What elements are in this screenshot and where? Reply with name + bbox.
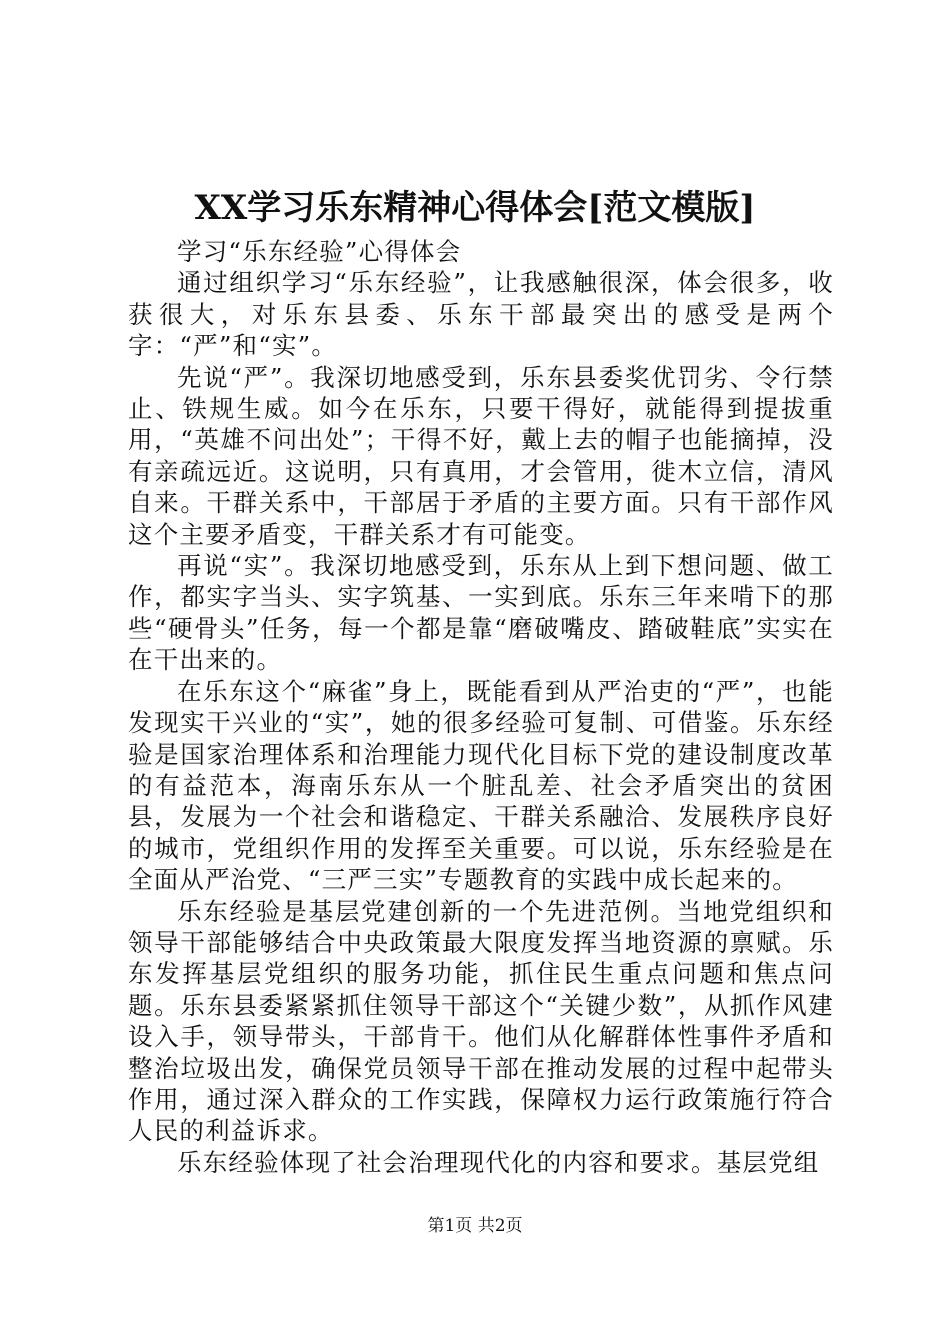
- document-body: [128, 236, 834, 1178]
- document-title: XX学习乐东精神心得体会[范文模版]: [194, 188, 756, 228]
- paragraph: 乐东经验体现了社会治理现代化的内容和要求。基层党组: [177, 1147, 820, 1177]
- paragraph: 在乐东这个“麻雀”身上，既能看到从严治吏的“严”，也能发现实干兴业的“实”，她的很多经验可复制、可借鉴。乐东经验是国家治理体系和治理能力现代化目标下党的建设制度改革的有益范本，海南乐东从一个脏乱差、社会矛盾突出的贫困县，发展为一个社会和谐稳定、干群关系融洽、发展秩序良好的城市，党组织作用的发挥至关重要。可以说，乐东经验是在全面从严治党、“三严三实”专题教育的实践中成长起来的。: [128, 676, 834, 895]
- paragraph: 通过组织学习“乐东经验”，让我感触很深，体会很多，收获很大，对乐东县委、乐东干部最突出的感受是两个字：“严”和“实”。: [128, 268, 834, 361]
- paragraph: 先说“严”。我深切地感受到，乐东县委奖优罚劣、令行禁止、铁规生威。如今在乐东，只要干得好，就能得到提拔重用，“英雄不问出处”；干得不好，戴上去的帽子也能摘掉，没有亲疏远近。这说明，只有真用，才会管用，徙木立信，清风自来。干群关系中，干部居于矛盾的主要方面。只有干部作风这个主要矛盾变，干群关系才有可能变。: [128, 362, 834, 549]
- paragraph: 乐东经验是基层党建创新的一个先进范例。当地党组织和领导干部能够结合中央政策最大限度发挥当地资源的禀赋。乐东发挥基层党组织的服务功能，抓住民生重点问题和焦点问题。乐东县委紧紧抓住领导干部这个“关键少数”，从抓作风建设入手，领导带头，干部肯干。他们从化解群体性事件矛盾和整治垃圾出发，确保党员领导干部在推动发展的过程中起带头作用，通过深入群众的工作实践，保障权力运行政策施行符合人民的利益诉求。: [128, 896, 834, 1146]
- paragraph: 再说“实”。我深切地感受到，乐东从上到下想问题、做工作，都实字当头、实字筑基、一实到底。乐东三年来啃下的那些“硬骨头”任务，每一个都是靠“磨破嘴皮、踏破鞋底”实实在在干出来的。: [128, 551, 834, 675]
- paragraph-subtitle: 学习“乐东经验”心得体会: [177, 237, 462, 266]
- page-footer: 第1页 共2页: [427, 1216, 523, 1236]
